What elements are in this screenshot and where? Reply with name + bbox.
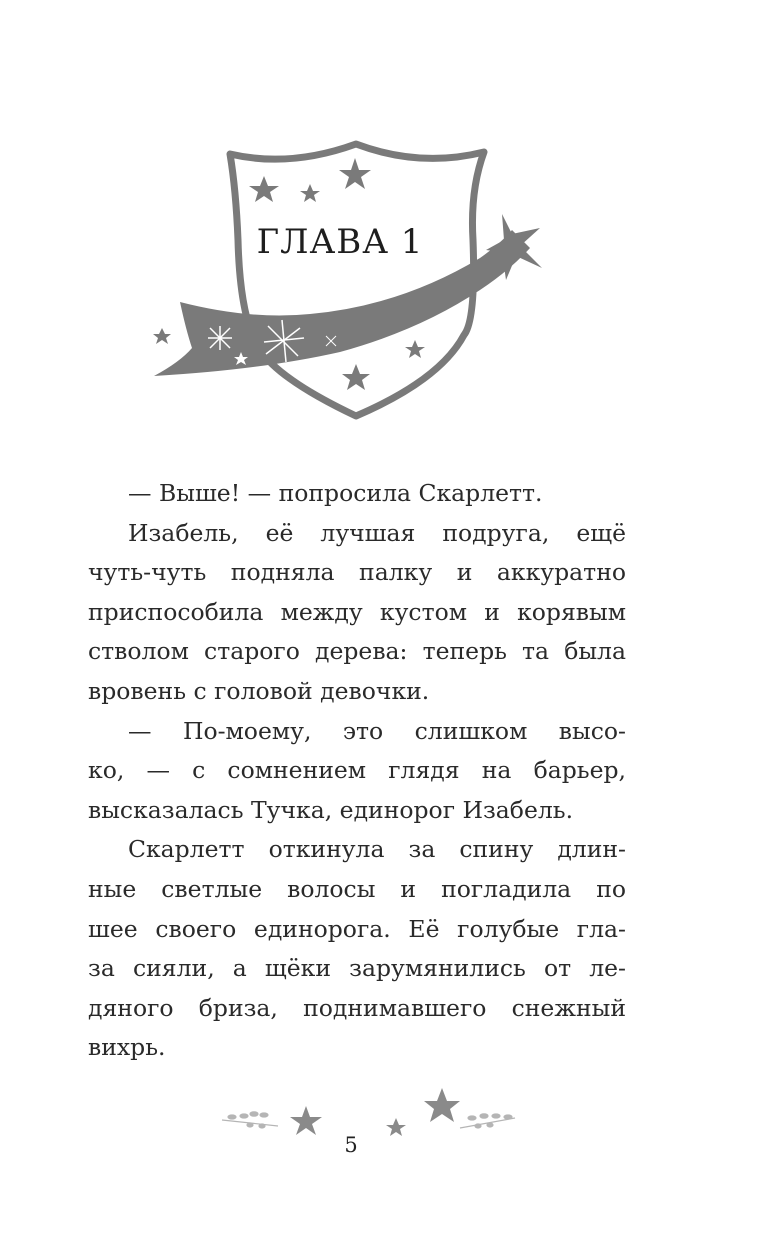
text-line: стволом старого дерева: теперь та была: [88, 637, 626, 666]
text-line: чуть-чуть подняла палку и аккуратно: [88, 558, 626, 587]
text-line: приспособила между кустом и корявым: [88, 597, 626, 626]
star-icon: [290, 1106, 322, 1135]
text-line: Изабель, её лучшая подруга, ещё: [128, 518, 626, 547]
text-line: вихрь.: [88, 1033, 166, 1062]
text-line: высказалась Тучка, единорог Изабель.: [88, 795, 574, 824]
footer-decoration-icon: [210, 1080, 530, 1170]
text-line: вровень с головой девочки.: [88, 676, 430, 705]
text-line: за сияли, а щёки зарумянились от ле-: [88, 954, 626, 983]
text-line: — Выше! — попросила Скарлетт.: [128, 479, 543, 507]
text-line: шее своего единорога. Её голубые гла-: [88, 914, 626, 943]
shield-with-banner-icon: [140, 130, 560, 430]
star-icon: [405, 340, 425, 358]
chapter-title: ГЛАВА 1: [256, 222, 424, 262]
leaf-sprig-icon: [460, 1114, 515, 1128]
chapter-emblem: [140, 130, 560, 430]
body-text: [88, 474, 626, 1068]
star-icon: [249, 176, 279, 202]
text-line: ные светлые волосы и погладила по: [88, 874, 626, 903]
star-icon: [153, 328, 171, 344]
star-icon: [424, 1088, 460, 1122]
star-icon: [339, 158, 371, 189]
star-icon: [386, 1118, 406, 1136]
footer-ornament: [210, 1080, 530, 1170]
page-number: 5: [344, 1133, 358, 1157]
text-line: — По-моему, это слишком высо-: [128, 716, 626, 745]
sparkle-icon: [208, 326, 232, 350]
star-icon: [300, 184, 320, 202]
text-line: ко, — с сомнением глядя на барьер,: [88, 756, 626, 785]
text-line: дяного бриза, поднимавшего снежный: [88, 993, 626, 1022]
text-line: Скарлетт откинула за спину длин-: [128, 835, 626, 864]
leaf-sprig-icon: [222, 1112, 278, 1128]
star-icon: [342, 364, 370, 390]
